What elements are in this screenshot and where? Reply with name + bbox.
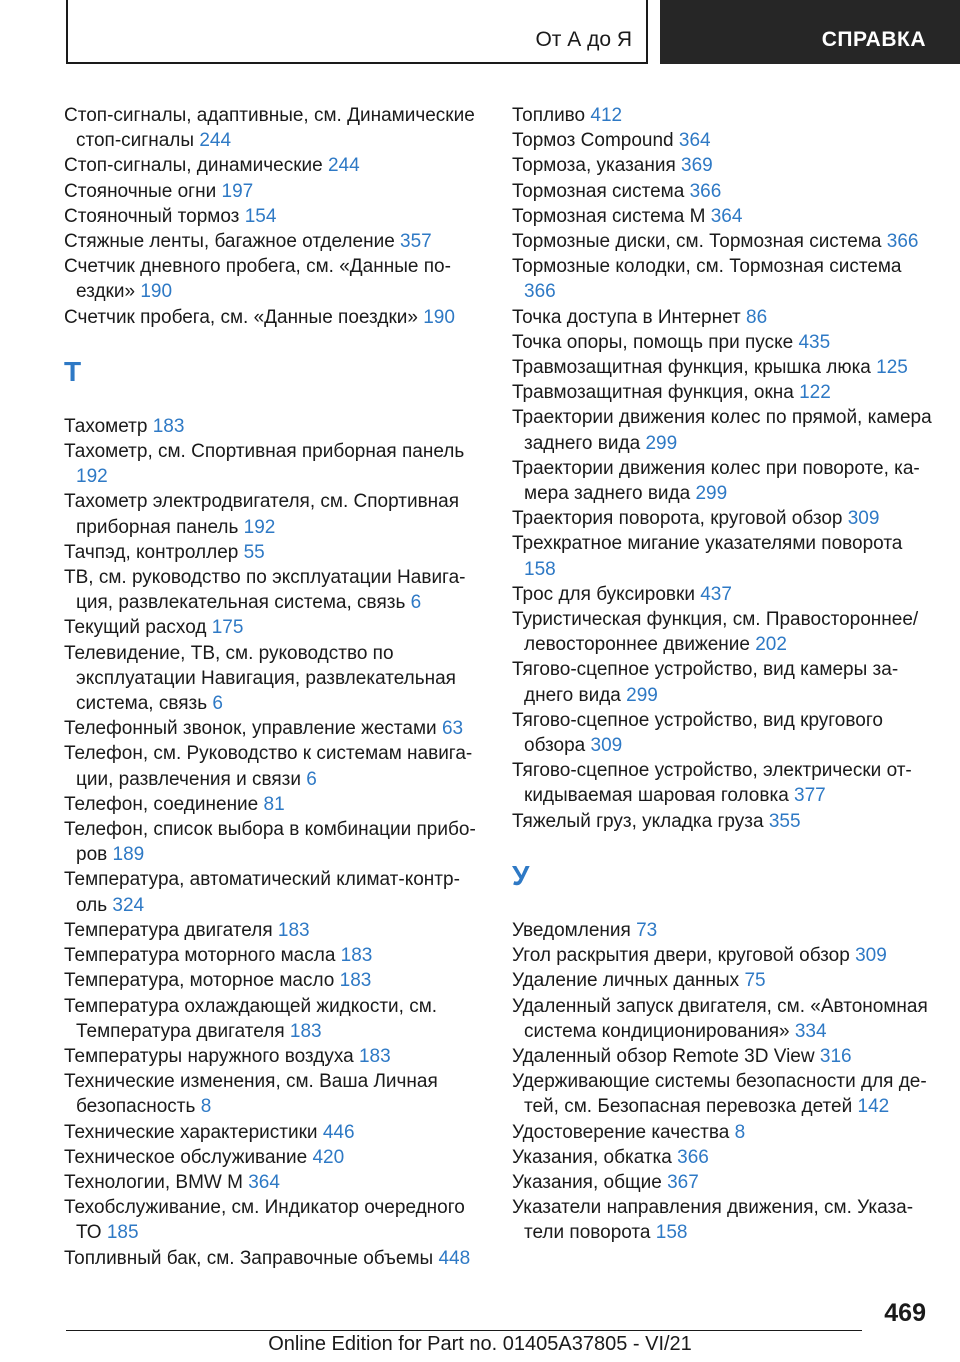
index-entry bbox=[512, 305, 932, 330]
index-entry-text: Телевидение, ТВ, см. руководство по эксплуатации Навигация, развлекательная система, связь bbox=[64, 642, 456, 715]
index-entry bbox=[512, 968, 932, 993]
index-entry-text: Стояночные огни bbox=[64, 180, 217, 202]
index-entry bbox=[512, 582, 932, 607]
index-entry-page-link[interactable]: 299 bbox=[695, 483, 728, 505]
index-entry-page-link[interactable]: 435 bbox=[798, 331, 831, 353]
index-entry-page-link[interactable]: 364 bbox=[678, 130, 711, 152]
index-entry-text: Траектории движения колес по прямой, камера заднего вида bbox=[512, 407, 932, 454]
index-entry-text: Техобслуживание, см. Индикатор очередного ТО bbox=[64, 1197, 465, 1244]
index-entry-page-link[interactable]: 377 bbox=[794, 785, 826, 807]
index-entry-text: Тормозная система bbox=[512, 180, 685, 202]
index-entry-text: Тормоз Compound bbox=[512, 130, 674, 152]
index-entry bbox=[64, 1120, 484, 1145]
index-entry bbox=[512, 204, 932, 229]
index-entry bbox=[512, 1170, 932, 1195]
index-entry-page-link[interactable]: 299 bbox=[645, 432, 678, 454]
index-entry bbox=[512, 1069, 932, 1119]
index-entry-page-link[interactable]: 192 bbox=[243, 516, 276, 538]
index-entry-page-link[interactable]: 448 bbox=[438, 1247, 471, 1269]
index-entry-page-link[interactable]: 364 bbox=[710, 205, 743, 227]
index-entry-text: Травмозащитная функция, крышка люка bbox=[512, 357, 871, 379]
index-entry-page-link[interactable]: 309 bbox=[855, 945, 887, 967]
index-entry-text: ТВ, см. руководство по эксплуатации Навигация, развлекательная система, связь bbox=[64, 567, 466, 614]
index-entry-page-link[interactable]: 334 bbox=[794, 1020, 827, 1042]
index-entry-page-link[interactable]: 183 bbox=[289, 1020, 322, 1042]
index-entry-page-link[interactable]: 122 bbox=[799, 382, 831, 404]
index-entry bbox=[512, 229, 932, 254]
index-entry bbox=[512, 330, 932, 355]
page-number: 469 bbox=[884, 1299, 926, 1327]
index-entry-text: Трехкратное мигание указателями поворота bbox=[512, 533, 903, 555]
index-entry-text: Тачпэд, контроллер bbox=[64, 541, 239, 563]
index-entry bbox=[64, 254, 484, 304]
index-entry-page-link[interactable]: 316 bbox=[819, 1045, 852, 1067]
index-entry-page-link[interactable]: 183 bbox=[277, 919, 310, 941]
index-entry bbox=[512, 531, 932, 581]
index-entry bbox=[512, 506, 932, 531]
index-entry-page-link[interactable]: 63 bbox=[441, 718, 464, 740]
index-entry-page-link[interactable]: 81 bbox=[263, 793, 285, 815]
index-entry bbox=[64, 1170, 484, 1195]
index-entry-text: Тяжелый груз, укладка груза bbox=[512, 810, 764, 832]
index-entry bbox=[64, 968, 484, 993]
index-entry-page-link[interactable]: 185 bbox=[106, 1222, 139, 1244]
index-entry bbox=[512, 380, 932, 405]
index-entry-text: Температура, моторное масло bbox=[64, 970, 335, 992]
index-entry-text: Температура, автоматический климат-контроль bbox=[64, 869, 460, 916]
index-entry-text: Тормозные колодки, см. Тормозная система bbox=[512, 256, 902, 278]
index-entry bbox=[512, 809, 932, 834]
index-entry bbox=[64, 540, 484, 565]
index-entry-text: Температура охлаждающей жидкости, см. Температура двигателя bbox=[64, 995, 438, 1042]
footer-divider bbox=[66, 1330, 862, 1331]
index-entry-text: Технологии, BMW M bbox=[64, 1171, 243, 1193]
index-entry bbox=[64, 103, 484, 153]
index-entry-text: Угол раскрытия двери, круговой обзор bbox=[512, 945, 850, 967]
index-entry-text: Текущий расход bbox=[64, 617, 207, 639]
index-entry-page-link[interactable]: 299 bbox=[626, 684, 658, 706]
index-entry bbox=[64, 229, 484, 254]
index-entry bbox=[64, 918, 484, 943]
index-entry bbox=[512, 758, 932, 808]
index-entry-page-link[interactable]: 366 bbox=[689, 180, 722, 202]
header-section-tab bbox=[66, 0, 648, 64]
index-entry bbox=[64, 1044, 484, 1069]
index-entry-page-link[interactable]: 366 bbox=[524, 281, 556, 303]
index-entry-page-link[interactable]: 154 bbox=[244, 205, 277, 227]
index-entry bbox=[64, 943, 484, 968]
index-entry-text: Указания, обкатка bbox=[512, 1146, 672, 1168]
index-entry bbox=[64, 489, 484, 539]
index-letter-heading: У bbox=[512, 859, 530, 891]
index-entry-text: Техническое обслуживание bbox=[64, 1146, 308, 1168]
index-entry bbox=[64, 994, 484, 1044]
index-entry-page-link[interactable]: 6 bbox=[410, 592, 422, 614]
index-entry-text: Удаленный обзор Remote 3D View bbox=[512, 1045, 815, 1067]
index-entry-text: Стоп-сигналы, динамические bbox=[64, 155, 323, 177]
index-entry-text: Удаление личных данных bbox=[512, 970, 740, 992]
index-entry bbox=[64, 741, 484, 791]
index-entry bbox=[64, 204, 484, 229]
index-entry-page-link[interactable]: 8 bbox=[734, 1121, 746, 1143]
index-entry bbox=[64, 1246, 484, 1271]
index-entry bbox=[512, 943, 932, 968]
index-entry-text: Туристическая функция, см. Правостороннее/левостороннее движение bbox=[512, 609, 919, 656]
index-entry-page-link[interactable]: 183 bbox=[340, 945, 373, 967]
index-letter-heading: Т bbox=[64, 355, 82, 387]
index-entry-text: Телефон, список выбора в комбинации приборов bbox=[64, 819, 476, 866]
index-entry-text: Тахометр электродвигателя, см. Спортивная приборная панель bbox=[64, 491, 460, 538]
index-entry bbox=[512, 179, 932, 204]
index-entry bbox=[64, 1195, 484, 1245]
index-entry bbox=[64, 641, 484, 717]
index-entry-text: Температура моторного масла bbox=[64, 945, 336, 967]
index-entry-page-link[interactable]: 367 bbox=[667, 1171, 699, 1193]
header-chapter-tab bbox=[660, 0, 960, 64]
index-entry-text: Счетчик пробега, см. «Данные поездки» bbox=[64, 306, 418, 328]
index-entry-text: Стяжные ленты, багажное отделение bbox=[64, 231, 395, 253]
index-entry bbox=[512, 405, 932, 455]
index-entry-text: Технические изменения, см. Ваша Личная безопасность bbox=[64, 1071, 438, 1118]
index-entry-page-link[interactable]: 369 bbox=[681, 155, 713, 177]
index-entry-text: Тормозные диски, см. Тормозная система bbox=[512, 231, 882, 253]
index-entry bbox=[64, 414, 484, 439]
index-entry-page-link[interactable]: 437 bbox=[700, 583, 732, 605]
header-chapter-label: СПРАВКА bbox=[821, 28, 926, 51]
index-entry-page-link[interactable]: 446 bbox=[322, 1121, 355, 1143]
index-entry bbox=[512, 153, 932, 178]
header-section-label: От А до Я bbox=[535, 28, 632, 51]
index-entry bbox=[64, 439, 484, 489]
index-entry-page-link[interactable]: 142 bbox=[857, 1096, 890, 1118]
index-column-left bbox=[64, 103, 484, 1271]
index-entry bbox=[512, 254, 932, 304]
index-entry-text: Указатели направления движения, см. Указатели поворота bbox=[512, 1197, 914, 1244]
index-entry bbox=[64, 179, 484, 204]
index-entry-text: Счетчик дневного пробега, см. «Данные поездки» bbox=[64, 256, 451, 303]
index-entry-page-link[interactable]: 73 bbox=[636, 919, 658, 941]
index-entry-page-link[interactable]: 190 bbox=[140, 281, 173, 303]
index-entry-text: Тягово-сцепное устройство, вид камеры заднего вида bbox=[512, 659, 899, 706]
index-entry-page-link[interactable]: 158 bbox=[524, 558, 556, 580]
index-entry-page-link[interactable]: 183 bbox=[339, 970, 372, 992]
index-entry bbox=[512, 918, 932, 943]
index-entry bbox=[512, 1145, 932, 1170]
index-entry bbox=[512, 1195, 932, 1245]
index-entry bbox=[512, 456, 932, 506]
index-entry-page-link[interactable]: 309 bbox=[847, 508, 880, 530]
index-entry-text: Стоп-сигналы, адаптивные, см. Динамические стоп-сигналы bbox=[64, 105, 475, 152]
index-entry-page-link[interactable]: 202 bbox=[755, 634, 787, 656]
index-entry-text: Точка доступа в Интернет bbox=[512, 306, 741, 328]
index-entry-text: Травмозащитная функция, окна bbox=[512, 382, 794, 404]
index-entry bbox=[64, 792, 484, 817]
index-entry-page-link[interactable]: 183 bbox=[358, 1045, 391, 1067]
index-entry bbox=[64, 1145, 484, 1170]
index-entry-page-link[interactable]: 412 bbox=[590, 105, 623, 126]
index-entry-text: Удерживающие системы безопасности для детей, см. Безопасная перевозка детей bbox=[512, 1071, 927, 1118]
index-entry-text: Удаленный запуск двигателя, см. «Автономная система кондиционирования» bbox=[512, 995, 928, 1042]
index-entry-page-link[interactable]: 158 bbox=[655, 1222, 688, 1244]
index-entry-page-link[interactable]: 357 bbox=[400, 231, 432, 253]
index-entry bbox=[512, 1120, 932, 1145]
index-entry bbox=[512, 708, 932, 758]
index-entry-text: Точка опоры, помощь при пуске bbox=[512, 331, 794, 353]
index-entry-page-link[interactable]: 6 bbox=[306, 768, 317, 790]
index-entry bbox=[64, 1069, 484, 1119]
index-entry-page-link[interactable]: 366 bbox=[677, 1146, 709, 1168]
index-entry bbox=[512, 103, 932, 128]
index-entry-page-link[interactable]: 175 bbox=[211, 617, 244, 639]
index-entry-text: Тягово-сцепное устройство, вид кругового обзора bbox=[512, 709, 883, 757]
index-entry-text: Указания, общие bbox=[512, 1171, 662, 1193]
index-entry-page-link[interactable]: 197 bbox=[221, 180, 254, 202]
index-entry-text: Технические характеристики bbox=[64, 1121, 318, 1143]
index-entry-page-link[interactable]: 244 bbox=[199, 130, 232, 152]
index-entry bbox=[512, 994, 932, 1044]
index-entry-text: Трос для буксировки bbox=[512, 583, 695, 605]
index-entry bbox=[512, 355, 932, 380]
index-entry-text: Телефонный звонок, управление жестами bbox=[64, 718, 437, 740]
index-entry bbox=[64, 867, 484, 917]
index-entry-text: Тахометр, см. Спортивная приборная панель bbox=[64, 441, 465, 463]
index-entry-text: Тягово-сцепное устройство, электрически откидываемая шаровая головка bbox=[512, 760, 912, 807]
index-entry bbox=[512, 657, 932, 707]
index-entry-text: Уведомления bbox=[512, 919, 631, 941]
index-entry-page-link[interactable]: 6 bbox=[212, 693, 223, 715]
index-entry-page-link[interactable]: 192 bbox=[76, 466, 108, 488]
index-entry-page-link[interactable]: 420 bbox=[312, 1146, 345, 1168]
index-entry bbox=[64, 153, 484, 178]
index-entry-text: Стояночный тормоз bbox=[64, 205, 240, 227]
index-entry-page-link[interactable]: 86 bbox=[746, 306, 768, 328]
index-entry bbox=[512, 128, 932, 153]
footer-edition-text: Online Edition for Part no. 01405A37805 - VI/21 bbox=[268, 1333, 692, 1355]
index-entry-text: Тахометр bbox=[64, 415, 148, 437]
index-entry-page-link[interactable]: 8 bbox=[200, 1096, 212, 1118]
index-entry-text: Траектория поворота, круговой обзор bbox=[512, 508, 843, 530]
index-entry-text: Топливный бак, см. Заправочные объемы bbox=[64, 1247, 434, 1269]
index-entry-page-link[interactable]: 244 bbox=[327, 155, 360, 177]
index-entry-page-link[interactable]: 190 bbox=[423, 306, 455, 328]
index-entry-page-link[interactable]: 324 bbox=[112, 894, 145, 916]
index-entry-text: Тормозная система M bbox=[512, 205, 706, 227]
index-column-right bbox=[512, 103, 932, 1246]
index-entry-text: Тормоза, указания bbox=[512, 155, 676, 177]
index-entry bbox=[64, 817, 484, 867]
index-entry-page-link[interactable]: 364 bbox=[248, 1171, 280, 1193]
index-entry-page-link[interactable]: 366 bbox=[886, 231, 919, 253]
index-entry bbox=[512, 1044, 932, 1069]
index-entry-page-link[interactable]: 309 bbox=[590, 735, 623, 757]
index-entry-text: Температура двигателя bbox=[64, 919, 273, 941]
index-entry-page-link[interactable]: 183 bbox=[152, 415, 185, 437]
index-entry-text: Топливо bbox=[512, 105, 586, 126]
index-entry-text: Температуры наружного воздуха bbox=[64, 1045, 354, 1067]
index-entry-page-link[interactable]: 125 bbox=[876, 357, 908, 379]
index-entry bbox=[64, 615, 484, 640]
index-entry bbox=[512, 607, 932, 657]
index-entry-text: Траектории движения колес при повороте, камера заднего вида bbox=[512, 457, 920, 505]
index-entry-text: Телефон, см. Руководство к системам навигации, развлечения и связи bbox=[64, 743, 473, 790]
index-entry-page-link[interactable]: 55 bbox=[243, 541, 265, 563]
index-entry bbox=[64, 716, 484, 741]
index-entry-page-link[interactable]: 189 bbox=[112, 844, 145, 866]
index-entry-page-link[interactable]: 75 bbox=[744, 970, 766, 992]
index-entry-text: Телефон, соединение bbox=[64, 793, 259, 815]
index-entry bbox=[64, 305, 484, 330]
index-entry-text: Удостоверение качества bbox=[512, 1121, 730, 1143]
index-entry-page-link[interactable]: 355 bbox=[768, 810, 801, 832]
index-entry bbox=[64, 565, 484, 615]
